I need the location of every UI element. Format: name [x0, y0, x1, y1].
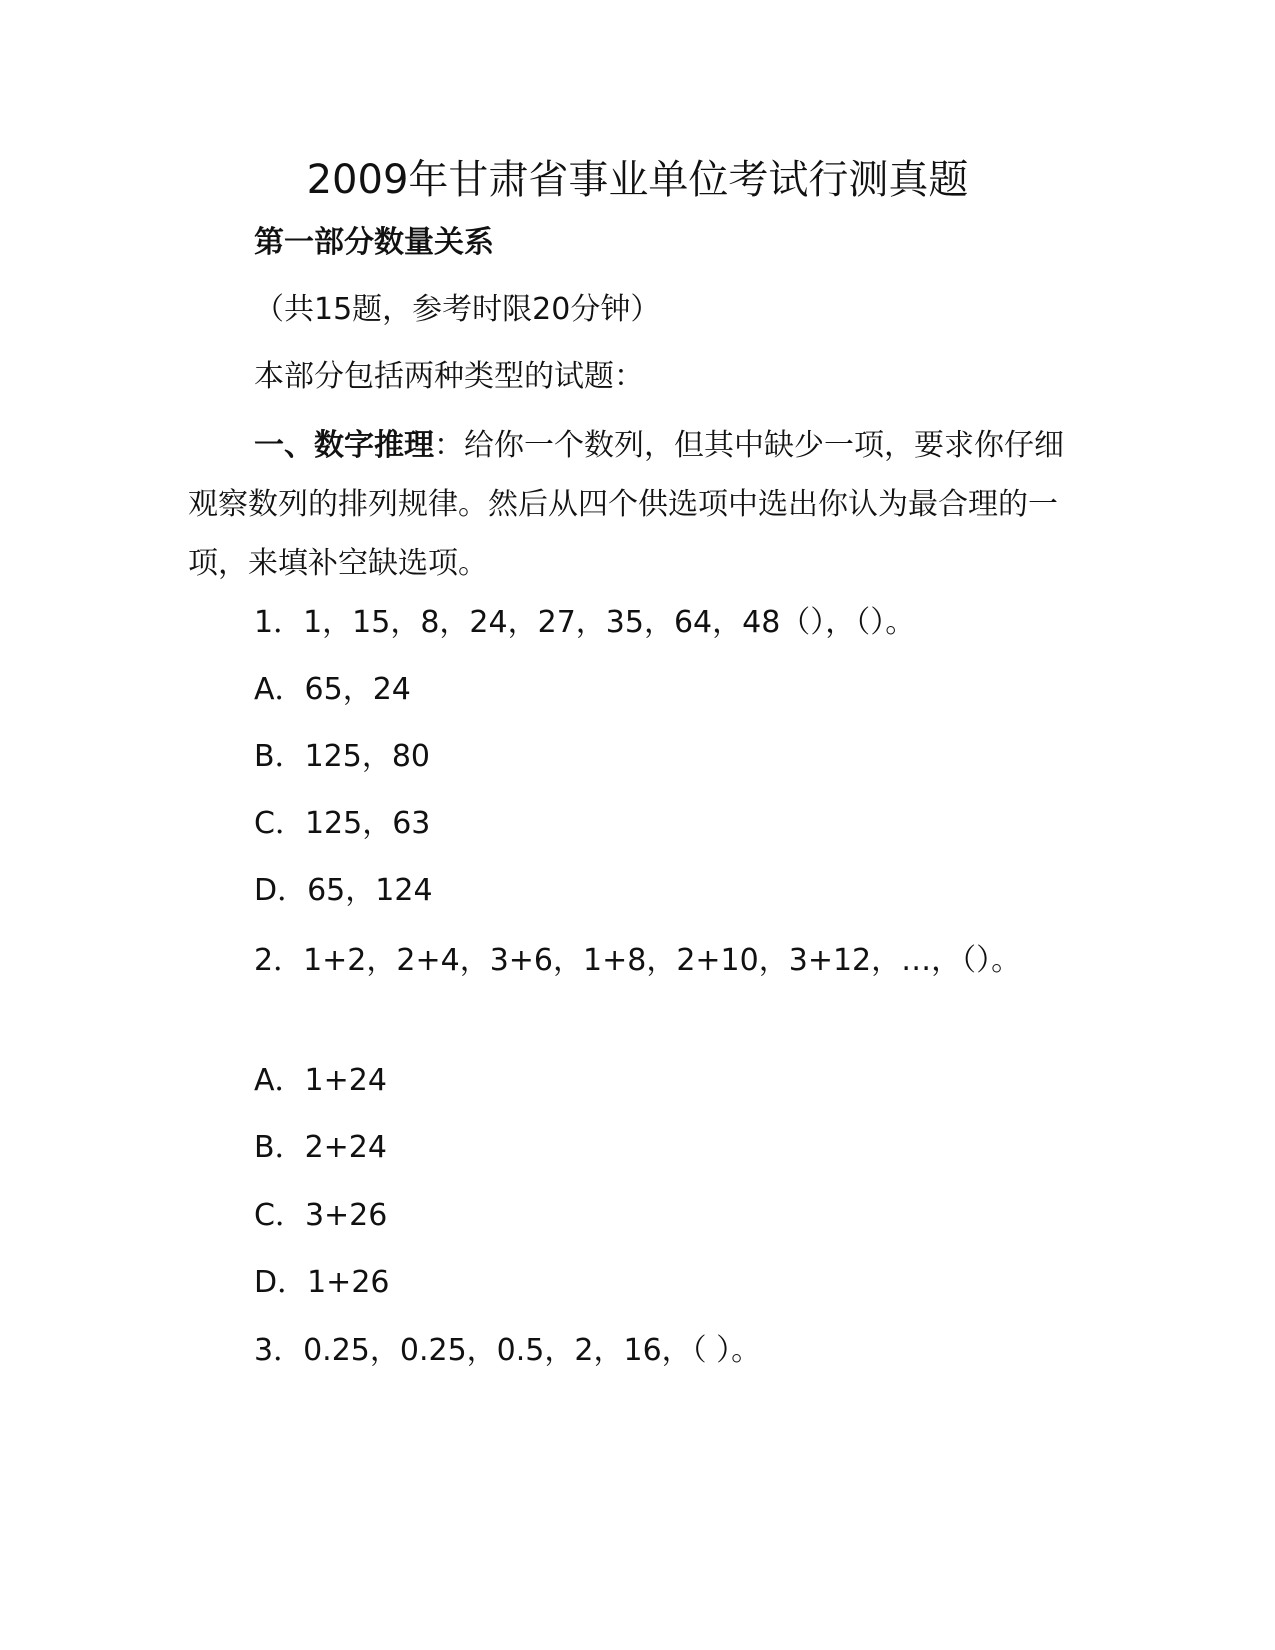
question-1-option-a: A．65，24 [254, 672, 411, 707]
question-2-option-a: A．1+24 [254, 1063, 387, 1098]
part1-instructions [188, 416, 1088, 593]
question-1-option-c: C．125，63 [254, 806, 431, 841]
question-2-stem: 2．1+2，2+4，3+6，1+8，2+10，3+12，…，（）。 [254, 943, 1022, 978]
question-1-option-d: D．65，124 [254, 873, 433, 908]
document-title: 2009年甘肃省事业单位考试行测真题 [306, 157, 969, 203]
question-1-option-b: B．125，80 [254, 739, 431, 774]
part1-text: ：给你一个数列，但其中缺少一项，要求你仔细观察数列的排列规律。然后从四个供选项中选出你认为最合理的一项，来填补空缺选项。 [188, 428, 1064, 581]
question-1-stem: 1．1，15，8，24，27，35，64，48（），（）。 [254, 605, 916, 640]
question-2-option-b: B．2+24 [254, 1130, 387, 1165]
section-heading: 第一部分数量关系 [254, 225, 494, 260]
question-2-option-d: D．1+26 [254, 1265, 390, 1300]
part1-lead: 一、数字推理 [254, 428, 434, 463]
section-note: （共15题，参考时限20分钟） [254, 292, 661, 327]
intro-text: 本部分包括两种类型的试题： [254, 359, 644, 394]
question-3-stem: 3．0.25，0.25，0.5，2，16，（ ）。 [254, 1333, 762, 1368]
question-2-option-c: C．3+26 [254, 1198, 388, 1233]
